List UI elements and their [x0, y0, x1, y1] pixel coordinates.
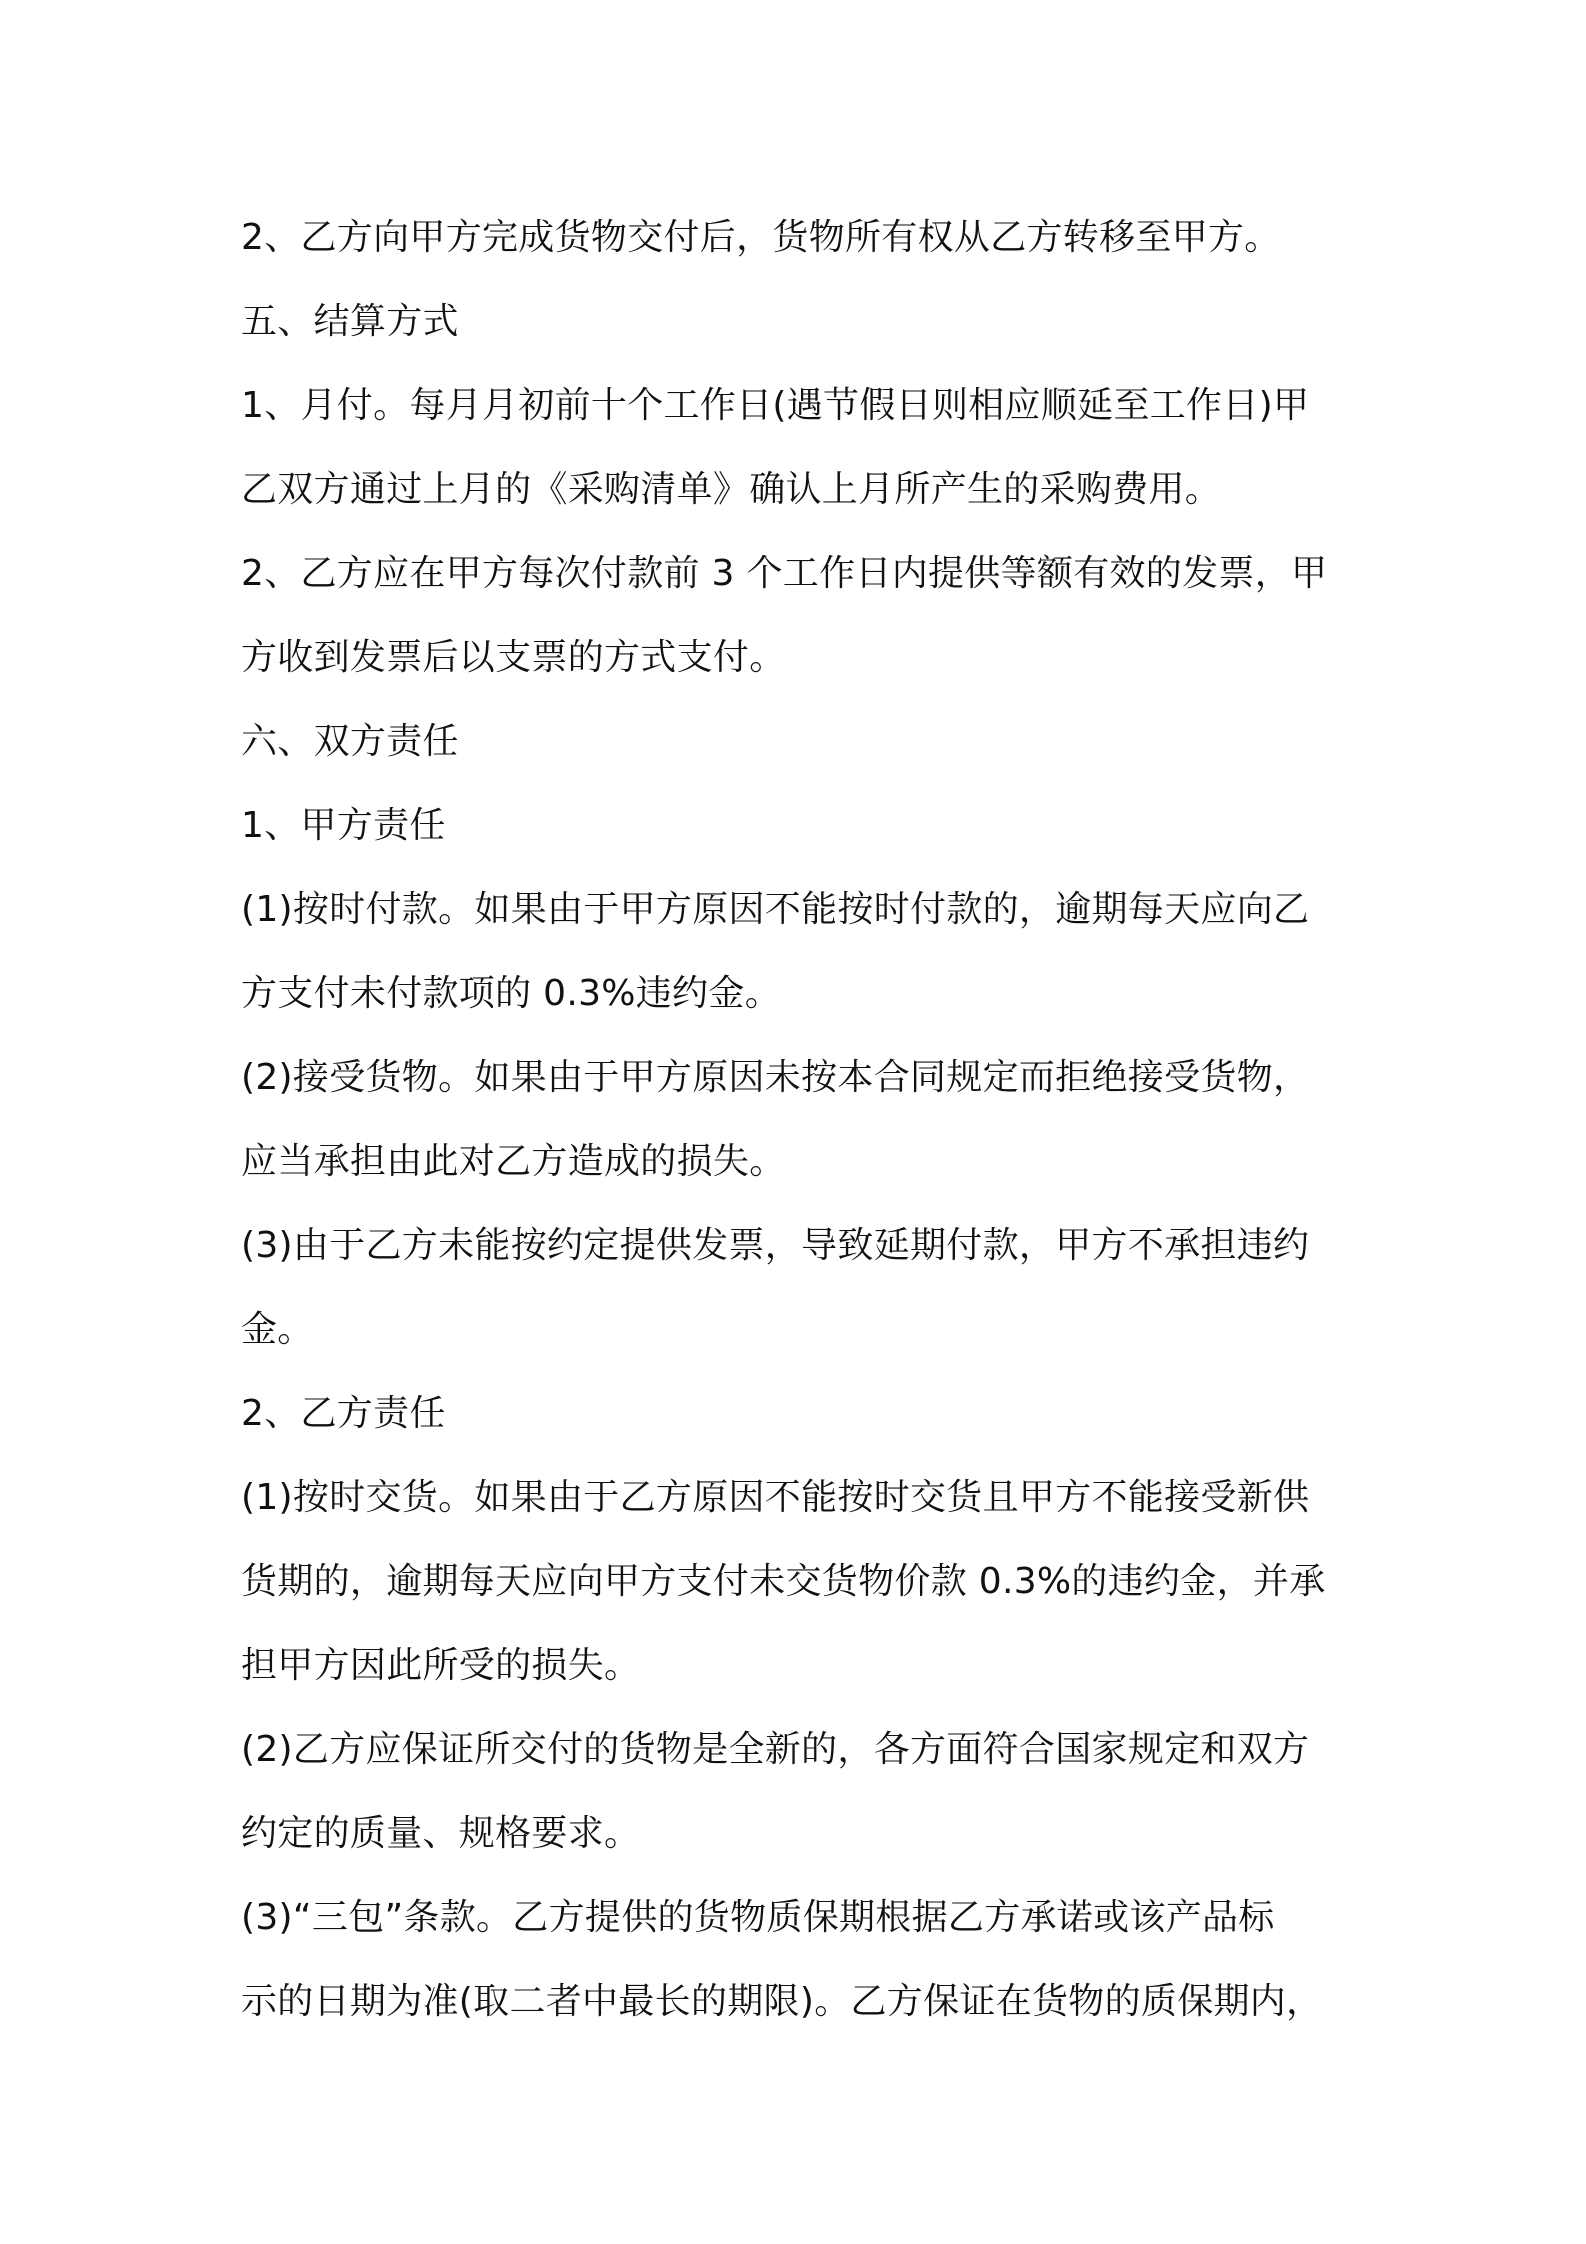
text-line: (3)“三包”条款。乙方提供的货物质保期根据乙方承诺或该产品标: [241, 1897, 1275, 1938]
text-line: 2、乙方向甲方完成货物交付后，货物所有权从乙方转移至甲方。: [241, 217, 1281, 258]
text-line: 货期的，逾期每天应向甲方支付未交货物价款 0.3%的违约金，并承: [241, 1561, 1326, 1602]
subsection-heading: 2、乙方责任: [241, 1393, 446, 1434]
text-line: 约定的质量、规格要求。: [241, 1813, 641, 1854]
section-heading: 五、结算方式: [241, 301, 459, 342]
text-line: 乙双方通过上月的《采购清单》确认上月所产生的采购费用。: [241, 469, 1222, 510]
document-body: [241, 196, 1361, 2044]
text-line: 金。: [241, 1309, 314, 1350]
text-line: (3)由于乙方未能按约定提供发票，导致延期付款，甲方不承担违约: [241, 1225, 1310, 1266]
text-line: (1)按时付款。如果由于甲方原因不能按时付款的，逾期每天应向乙: [241, 889, 1310, 930]
subsection-heading: 1、甲方责任: [241, 805, 446, 846]
text-line: 方支付未付款项的 0.3%违约金。: [241, 973, 782, 1014]
text-line: 1、月付。每月月初前十个工作日(遇节假日则相应顺延至工作日)甲: [241, 385, 1310, 426]
text-line: 担甲方因此所受的损失。: [241, 1645, 641, 1686]
text-line: (2)接受货物。如果由于甲方原因未按本合同规定而拒绝接受货物，: [241, 1057, 1310, 1098]
text-line: 方收到发票后以支票的方式支付。: [241, 637, 786, 678]
section-heading: 六、双方责任: [241, 721, 459, 762]
text-line: 示的日期为准(取二者中最长的期限)。乙方保证在货物的质保期内，: [241, 1981, 1323, 2022]
text-line: (2)乙方应保证所交付的货物是全新的，各方面符合国家规定和双方: [241, 1729, 1310, 1770]
text-line: 应当承担由此对乙方造成的损失。: [241, 1141, 786, 1182]
text-line: 2、乙方应在甲方每次付款前 3 个工作日内提供等额有效的发票，甲: [241, 553, 1328, 594]
text-line: (1)按时交货。如果由于乙方原因不能按时交货且甲方不能接受新供: [241, 1477, 1310, 1518]
